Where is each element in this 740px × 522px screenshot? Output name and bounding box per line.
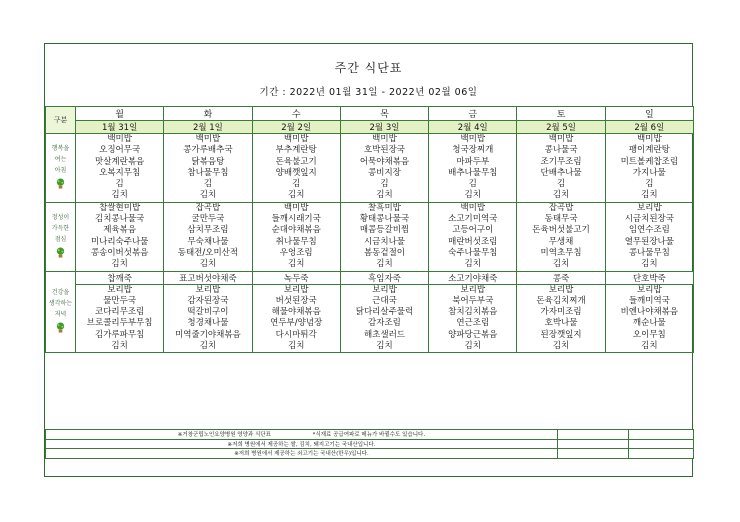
menu-cell	[164, 134, 252, 203]
menu-item: 닭볶음탕	[191, 156, 225, 167]
menu-item: 김	[115, 179, 124, 190]
menu-item: 김치	[287, 259, 305, 270]
menu-cell	[517, 202, 605, 271]
menu-item: 시금치나물	[363, 236, 406, 247]
menu-item: 맛살계란볶음	[95, 156, 145, 167]
meal-label-line: 가득한	[51, 224, 70, 232]
meal-label-line: 행복을	[51, 144, 70, 152]
menu-item: 어묵야채볶음	[359, 156, 410, 167]
menu-cell	[164, 284, 252, 353]
menu-item: 임연수조림	[628, 225, 670, 236]
menu-cell	[605, 284, 693, 353]
menu-item: 떡갈비구이	[187, 307, 229, 318]
menu-item: 오복지무침	[99, 167, 141, 178]
menu-item: 잡곡밥	[195, 202, 221, 213]
menu-item: 무생채	[548, 236, 574, 247]
menu-item: 양배깻잎지	[275, 167, 317, 178]
menu-item: 백미밥	[372, 134, 397, 144]
date-cell: 2월 4일	[429, 121, 517, 134]
menu-item: 미트볼케찹조림	[620, 156, 679, 167]
meal-row	[46, 134, 694, 203]
menu-item: 김	[203, 179, 213, 190]
date-cell: 2월 5일	[517, 121, 605, 134]
porridge-cell: 표고버섯야채죽	[164, 271, 252, 284]
menu-item: 다시마튀각	[275, 329, 317, 340]
date-cell: 1월 31일	[76, 121, 164, 134]
menu-item: 연근조림	[456, 318, 490, 329]
menu-item: 깨순나물	[632, 318, 666, 329]
menu-item: 김치	[199, 190, 217, 201]
menu-item: 우엉조림	[279, 247, 313, 258]
menu-item: 백미밥	[283, 202, 309, 213]
day-header: 목	[340, 107, 428, 121]
menu-item: 물만두국	[103, 295, 137, 306]
menu-item: 참치김치볶음	[448, 307, 498, 318]
menu-item: 단배추나물	[540, 167, 582, 178]
notes-table	[45, 429, 694, 459]
menu-item: 미역초무침	[540, 247, 582, 258]
menu-item: 김치	[464, 341, 481, 352]
menu-item: 백미밥	[460, 202, 486, 213]
meal-label	[46, 202, 76, 271]
menu-item: 열무된장나물	[624, 236, 674, 247]
menu-cell	[164, 202, 252, 271]
menu-item: 김	[380, 179, 389, 190]
menu-item: 김치	[641, 259, 658, 270]
day-header: 월	[76, 107, 164, 121]
porridge-cell: 녹두죽	[252, 271, 340, 284]
note-blank	[557, 439, 628, 449]
menu-item: 취나물무침	[275, 236, 317, 247]
day-header: 일	[605, 107, 693, 121]
meal-label-line: 생각하는	[48, 299, 73, 307]
menu-item: 숙주나물무침	[448, 247, 498, 258]
menu-item: 시금치된장국	[624, 214, 674, 225]
menu-item: 김치	[199, 341, 217, 352]
menu-item: 양파당근볶음	[448, 329, 498, 340]
menu-item: 잡곡밥	[548, 202, 574, 213]
menu-item: 오이무침	[632, 329, 666, 340]
menu-item: 소고기미역국	[448, 214, 498, 225]
menu-item: 부추계란탕	[275, 145, 317, 156]
menu-cell	[252, 202, 340, 271]
menu-item: 김치	[287, 341, 305, 352]
menu-item: 김치	[376, 190, 393, 201]
menu-item: 콩나물무침	[628, 247, 670, 258]
menu-item: 해물야채볶음	[271, 307, 321, 318]
menu-item: 김	[292, 179, 301, 190]
menu-cell	[76, 134, 164, 203]
menu-item: 보리밥	[460, 284, 486, 295]
porridge-cell: 흑임자죽	[340, 271, 428, 284]
menu-item: 김치	[199, 259, 217, 270]
menu-item: 연두부/양념장	[270, 318, 323, 329]
note-origin-rice: ※저희 병원에서 제공하는 쌀, 김치, 돼지고기는 국내산입니다.	[46, 439, 558, 449]
menu-item: 보리밥	[637, 284, 662, 295]
menu-item: 청국장찌개	[452, 145, 494, 156]
menu-item: 김치	[641, 341, 658, 352]
menu-item: 들깨미역국	[628, 295, 670, 306]
date-cell: 2월 3일	[340, 121, 428, 134]
note-blank	[629, 439, 694, 449]
note-blank	[557, 430, 628, 440]
menu-item: 김치	[552, 259, 570, 270]
meal-label-line: 건강을	[51, 288, 70, 296]
meal-row	[46, 271, 694, 284]
menu-item: 순대야채볶음	[271, 225, 321, 236]
meal-label-line: 저녁	[54, 310, 67, 318]
meal-label	[46, 134, 76, 203]
tree-icon	[46, 176, 75, 193]
menu-item: 된장깻잎지	[540, 329, 582, 340]
note-blank	[629, 430, 694, 440]
note-blank	[557, 449, 628, 459]
menu-item: 가자미조림	[540, 307, 582, 318]
meal-label-line: 정성이	[51, 213, 70, 221]
note-blank	[629, 449, 694, 459]
meal-row	[46, 284, 694, 353]
menu-item: 김치	[464, 259, 481, 270]
menu-item: 김치콩나물국	[95, 214, 145, 225]
menu-item: 가지나물	[632, 167, 666, 178]
meal-label-line: 점심	[54, 235, 67, 243]
menu-item: 보리밥	[637, 202, 662, 213]
menu-sheet	[44, 43, 693, 477]
menu-item: 닭다리살주물럭	[355, 307, 414, 318]
meal-rows	[46, 134, 694, 353]
date-cell: 2월 2일	[252, 121, 340, 134]
menu-item: 미역줄기야채볶음	[175, 329, 241, 340]
menu-cell	[517, 134, 605, 203]
menu-item: 김치	[376, 259, 393, 270]
menu-item: 백미밥	[107, 134, 132, 144]
page-title: 주간 식단표	[334, 61, 403, 75]
menu-item: 제육볶음	[103, 225, 137, 236]
date-row	[46, 121, 694, 134]
menu-item: 고등어구이	[452, 225, 494, 236]
menu-item: 보리밥	[107, 284, 132, 295]
menu-cell	[340, 134, 428, 203]
menu-item: 감자된장국	[187, 295, 229, 306]
menu-item: 김치	[376, 341, 393, 352]
porridge-cell: 단호박죽	[605, 271, 693, 284]
menu-item: 호박된장국	[363, 145, 406, 156]
menu-item: 마파두부	[456, 156, 490, 167]
note-hospital	[46, 430, 558, 440]
menu-item: 동태전/오미산적	[177, 247, 239, 258]
menu-item: 감자조림	[368, 318, 401, 329]
menu-item: 돈육버섯불고기	[532, 225, 590, 236]
meal-row	[46, 202, 694, 271]
menu-item: 굴만두국	[191, 214, 225, 225]
menu-item: 콩나물국	[544, 145, 578, 156]
menu-item: 김치	[111, 190, 128, 201]
menu-item: 백미밥	[460, 134, 486, 144]
menu-item: 봄동겉절이	[363, 247, 406, 258]
menu-item: 김치	[641, 190, 658, 201]
menu-item: 보리밥	[548, 284, 574, 295]
tree-icon	[46, 320, 75, 337]
category-header: 구분	[46, 107, 76, 134]
menu-item: 미나리숙주나물	[90, 236, 149, 247]
menu-cell	[252, 134, 340, 203]
menu-item: 보리밥	[195, 284, 221, 295]
meal-label-line: 여는	[54, 155, 67, 163]
menu-item: 백미밥	[637, 134, 662, 144]
menu-item: 북어두부국	[452, 295, 494, 306]
meal-label-line: 아침	[54, 166, 67, 174]
menu-item: 김치	[464, 190, 481, 201]
menu-item: 콩가루배추국	[183, 145, 233, 156]
menu-item: 김치	[287, 190, 305, 201]
menu-item: 보리밥	[372, 284, 397, 295]
meal-label	[46, 271, 76, 353]
day-header: 토	[517, 107, 605, 121]
menu-item: 김치	[552, 341, 570, 352]
menu-cell	[429, 202, 517, 271]
menu-item: 배추나물무침	[448, 167, 498, 178]
menu-item: 김가루파무침	[95, 329, 145, 340]
menu-item: 팽이계란탕	[628, 145, 670, 156]
day-header-row	[46, 107, 694, 121]
menu-item: 들깨시래기국	[271, 214, 321, 225]
menu-item: 황태콩나물국	[359, 214, 410, 225]
menu-cell	[429, 134, 517, 203]
date-cell: 2월 1일	[164, 121, 252, 134]
menu-item: 김	[468, 179, 477, 190]
day-header: 수	[252, 107, 340, 121]
menu-cell	[252, 284, 340, 353]
tree-icon	[46, 245, 75, 262]
porridge-cell: 찹깨죽	[76, 271, 164, 284]
note-text: ※거창군립노인요양병원 영양과 식단표	[177, 432, 271, 439]
menu-cell	[429, 284, 517, 353]
menu-item: 브로콜리두부무침	[86, 318, 153, 329]
menu-item: 찹쌀현미밥	[99, 202, 141, 213]
menu-item: 참나물무침	[187, 167, 229, 178]
menu-item: 버섯된장국	[275, 295, 317, 306]
menu-item: 백미밥	[283, 134, 309, 144]
menu-item: 김치	[111, 259, 128, 270]
menu-item: 김치	[111, 341, 128, 352]
menu-item: 매란버섯조림	[448, 236, 498, 247]
menu-period: 기간 : 2022년 01월 31일 - 2022년 02월 06일	[259, 87, 478, 98]
menu-item: 근대국	[372, 295, 397, 306]
menu-item: 조기무조림	[540, 156, 582, 167]
menu-item: 호박나물	[544, 318, 578, 329]
menu-item: 돈육김치찌개	[536, 295, 586, 306]
menu-item: 무숙채나물	[187, 236, 229, 247]
menu-item: 찰흑미밥	[368, 202, 401, 213]
day-header: 금	[429, 107, 517, 121]
menu-item: 콩비지장	[368, 167, 401, 178]
menu-item: 돈육불고기	[275, 156, 317, 167]
menu-item: 김	[645, 179, 654, 190]
menu-item: 김치	[552, 190, 570, 201]
menu-cell	[340, 202, 428, 271]
menu-cell	[605, 202, 693, 271]
menu-item: 해초샐러드	[363, 329, 406, 340]
note-origin-beef: ※저희 병원에서 제공하는 쇠고기는 국내산(한우)입니다.	[46, 449, 558, 459]
menu-item: 매콤등갈비찜	[359, 225, 410, 236]
menu-item: 청경채나물	[187, 318, 229, 329]
porridge-cell: 콩죽	[517, 271, 605, 284]
porridge-cell: 소고기야채죽	[429, 271, 517, 284]
menu-cell	[76, 202, 164, 271]
menu-cell	[76, 284, 164, 353]
menu-item: 비엔나야채볶음	[620, 307, 679, 318]
weekly-menu-table	[45, 106, 694, 353]
menu-cell	[340, 284, 428, 353]
menu-cell	[605, 134, 693, 203]
date-cell: 2월 6일	[605, 121, 693, 134]
menu-cell	[517, 284, 605, 353]
note-text: *식재료 공급여파로 메뉴가 바뀔수도 있습니다.	[312, 432, 426, 439]
menu-item: 보리밥	[283, 284, 309, 295]
menu-item: 동태무국	[544, 214, 578, 225]
day-header: 화	[164, 107, 252, 121]
menu-item: 백미밥	[548, 134, 574, 144]
menu-item: 오징어무국	[99, 145, 141, 156]
menu-item: 콩송이버섯볶음	[90, 247, 149, 258]
menu-item: 백미밥	[195, 134, 221, 144]
menu-item: 코다리무조림	[95, 307, 145, 318]
menu-item: 삼치무조림	[187, 225, 229, 236]
menu-item: 김	[556, 179, 566, 190]
